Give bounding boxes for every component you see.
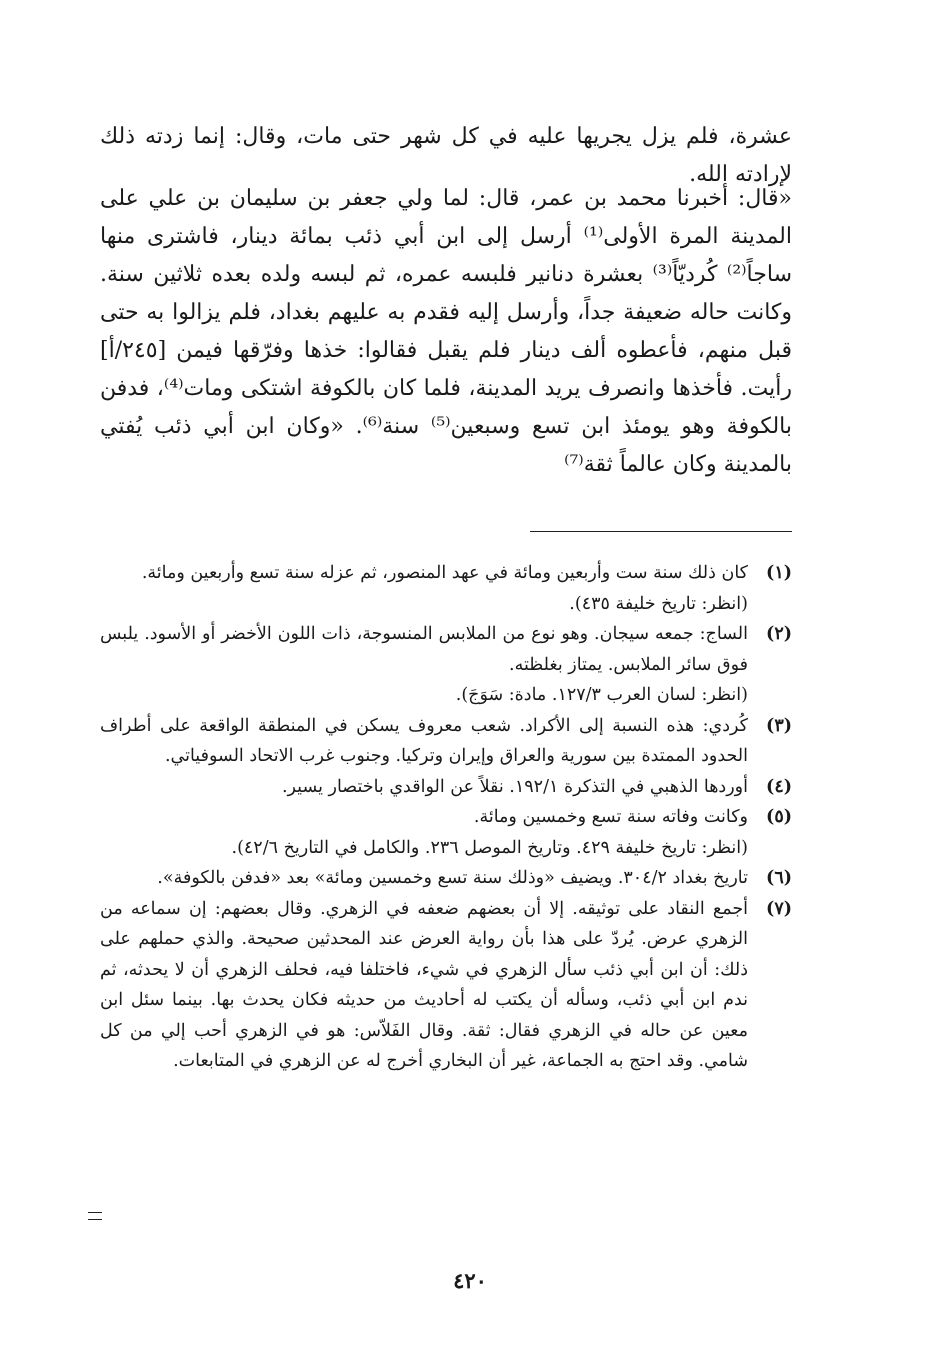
footnote-line: (انظر: تاريخ خليفة ٤٣٥). bbox=[569, 593, 748, 614]
footnote-3 bbox=[100, 711, 792, 772]
footnote-line: وكانت وفاته سنة تسع وخمسين ومائة. bbox=[473, 807, 748, 827]
footnote-line: (انظر: لسان العرب ١٢٧/٣. مادة: سَوَجَ). bbox=[455, 685, 748, 705]
footnote-5 bbox=[100, 802, 792, 863]
footnote-line: (انظر: تاريخ خليفة ٤٢٩. وتاريخ الموصل ٢٣٦. والكامل في التاريخ ٤٢/٦). bbox=[231, 837, 748, 858]
footnote-line: الساج: جمعه سيجان. وهو نوع من الملابس المنسوجة، ذات اللون الأخضر أو الأسود. يلبس فوق سائر الملابس. يمتاز بغلظته. bbox=[100, 624, 748, 675]
footnote-number: (٣) bbox=[766, 715, 792, 736]
main-paragraph-2-text: «قال: أخبرنا محمد بن عمر، قال: لما ولي جعفر بن سليمان بن علي على المدينة المرة الأولى⁽¹⁾ أرسل إلى ابن أبي ذئب بمائة دينار، فاشترى منها ساجاً⁽²⁾ كُرديّاً⁽³⁾ بعشرة دنانير فلبسه عمره، ثم لبسه ولده بعده ثلاثين سنة. وكانت حاله ضعيفة جداً، وأرسل إليه فقدم به عليهم بغداد، فلم يزالوا به حتى قبل منهم، فأعطوه ألف دينار فلم يقبل فقالوا: خذها وفرّقها فيمن [٢٤٥/أ] رأيت. فأخذها وانصرف يريد المدينة، فلما كان بالكوفة اشتكى ومات⁽⁴⁾، فدفن بالكوفة وهو يومئذ ابن تسع وسبعين⁽⁵⁾ سنة⁽⁶⁾. «وكان ابن أبي ذئب يُفتي بالمدينة وكان عالماً ثقة⁽⁷⁾ bbox=[100, 186, 793, 477]
footnote-line: أوردها الذهبي في التذكرة ١٩٢/١. نقلاً عن الواقدي باختصار يسير. bbox=[281, 776, 748, 797]
footnote-number: (٧) bbox=[766, 898, 792, 919]
footnote-body bbox=[100, 894, 748, 1077]
footnote-2 bbox=[100, 619, 792, 711]
footnote-line: كُردي: هذه النسبة إلى الأكراد. شعب معروف يسكن في المنطقة الواقعة على أطراف الحدود الممتدة بين سورية والعراق وإيران وتركيا. وجنوب غرب الاتحاد السوفياتي. bbox=[100, 715, 748, 766]
footnote-1 bbox=[100, 558, 792, 619]
footnote-number: (٢) bbox=[766, 624, 792, 644]
continuation-mark bbox=[88, 1212, 102, 1220]
footnote-7 bbox=[100, 894, 792, 1077]
footnotes-section bbox=[100, 558, 792, 1077]
footnote-6 bbox=[100, 863, 792, 894]
footnote-line: تاريخ بغداد ٣٠٤/٢. ويضيف «وذلك سنة تسع وخمسين ومائة» بعد «فدفن بالكوفة». bbox=[157, 868, 748, 888]
footnote-body bbox=[100, 802, 748, 863]
page-number: ٤٢٠ bbox=[453, 1268, 487, 1293]
main-paragraph-1-text: عشرة، فلم يزل يجريها عليه في كل شهر حتى مات، وقال: إنما زدته ذلك لإرادته الله. bbox=[100, 124, 792, 187]
footnote-body bbox=[100, 772, 748, 803]
footnote-number: (٦) bbox=[766, 868, 792, 888]
footnote-line: أجمع النقاد على توثيقه. إلا أن بعضهم ضعفه في الزهري. وقال بعضهم: إن سماعه من الزهري عرض. يُردّ على هذا بأن رواية العرض عند المحدثين صحيحة. والذي حملهم على ذلك: أن ابن أبي ذئب سأل الزهري في شيء، فاختلفا فيه، فحلف الزهري أن لا يحدثه، ثم ندم ابن أبي ذئب، وسأله أن يكتب له أحاديث من حديثه فكان يحدث بها. بينما سئل ابن معين عن حاله في الزهري فقال: ثقة. وقال الفَلاّس: هو في الزهري أحب إلي من كل شامي. وقد احتج به الجماعة، غير أن البخاري أخرج له عن الزهري في المتابعات. bbox=[100, 898, 748, 1071]
footnote-body bbox=[100, 863, 748, 894]
footnote-number: (٤) bbox=[766, 776, 792, 797]
footnote-separator bbox=[530, 531, 792, 532]
footnote-4 bbox=[100, 772, 792, 803]
footnote-number: (٥) bbox=[766, 807, 792, 827]
footnote-body bbox=[100, 619, 748, 711]
footnote-line: كان ذلك سنة ست وأربعين ومائة في عهد المنصور، ثم عزله سنة تسع وأربعين ومائة. bbox=[141, 563, 748, 583]
main-paragraph-2 bbox=[100, 180, 792, 484]
footnote-body bbox=[100, 711, 748, 772]
footnote-number: (١) bbox=[766, 563, 792, 583]
footnote-body bbox=[100, 558, 748, 619]
